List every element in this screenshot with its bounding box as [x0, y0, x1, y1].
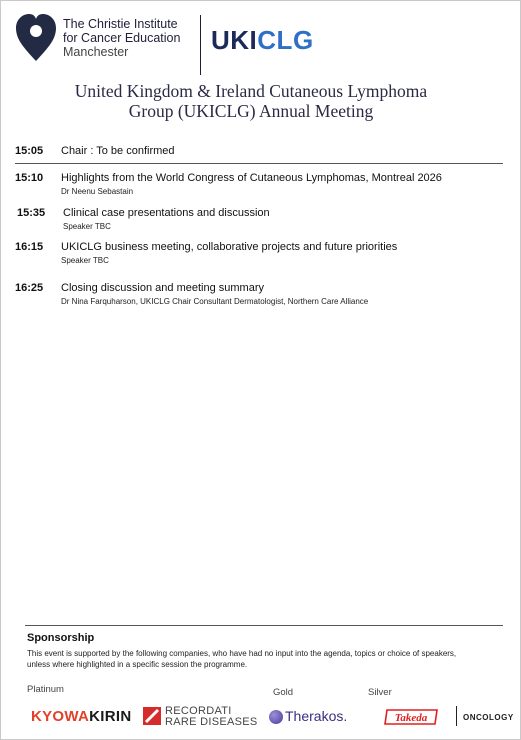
- ukiclg-logo-part2: CLG: [257, 25, 314, 55]
- agenda-time: 15:05: [15, 145, 44, 157]
- agenda-time: 16:25: [15, 282, 44, 294]
- therakos-logo: Therakos.: [285, 708, 348, 724]
- kyowa-logo-part1: KYOWA: [31, 708, 90, 725]
- agenda-title: UKICLG business meeting, collaborative projects and future priorities: [61, 241, 398, 253]
- agenda-title: Closing discussion and meeting summary: [61, 282, 264, 294]
- kyowa-kirin-logo: [31, 708, 132, 725]
- header-divider: [200, 15, 201, 75]
- agenda-title: Highlights from the World Congress of Cutaneous Lymphomas, Montreal 2026: [61, 172, 442, 184]
- takeda-logo: [383, 708, 439, 726]
- recordati-line-2: RARE DISEASES: [165, 716, 258, 728]
- agenda-speaker: Speaker TBC: [63, 222, 111, 231]
- agenda-divider: [15, 163, 503, 164]
- disclaimer-line-2: unless where highlighted in a specific session the programme.: [27, 659, 248, 669]
- ukiclg-logo-part1: UKI: [211, 25, 258, 55]
- takeda-logo-text: Takeda: [394, 712, 428, 724]
- disclaimer-line-1: This event is supported by the following companies, who have had no input into the agenda, topics or choice of speakers,: [27, 649, 457, 658]
- kyowa-logo-part2: KIRIN: [89, 708, 132, 725]
- christie-heart-pin-icon: [15, 13, 57, 63]
- agenda-speaker: Speaker TBC: [61, 256, 109, 265]
- agenda-time: 15:35: [17, 207, 46, 219]
- sponsorship-divider: [25, 625, 503, 626]
- institute-line-2: for Cancer Education: [63, 31, 181, 45]
- tier-silver: Silver: [368, 687, 392, 698]
- sponsorship-disclaimer: [27, 649, 477, 670]
- agenda-title: Chair : To be confirmed: [61, 145, 175, 157]
- ukiclg-logo: [211, 25, 314, 56]
- tier-platinum: Platinum: [27, 684, 64, 695]
- agenda-time: 16:15: [15, 241, 44, 253]
- recordati-logo: [165, 706, 258, 728]
- institute-line-1: The Christie Institute: [63, 17, 178, 31]
- recordati-icon: [143, 707, 161, 725]
- institute-name: [63, 17, 180, 59]
- agenda-speaker: Dr Neenu Sebastain: [61, 187, 134, 196]
- sponsorship-heading: Sponsorship: [27, 632, 95, 644]
- agenda-time: 15:10: [15, 172, 44, 184]
- institute-line-3: Manchester: [63, 45, 129, 59]
- title-line-2: Group (UKICLG) Annual Meeting: [128, 101, 374, 121]
- tier-gold: Gold: [273, 687, 294, 698]
- page-title: [41, 81, 461, 121]
- agenda-title: Clinical case presentations and discussion: [63, 207, 270, 219]
- agenda-speaker: Dr Nina Farquharson, UKICLG Chair Consultant Dermatologist, Northern Care Alliance: [61, 297, 369, 306]
- therakos-icon: [269, 710, 283, 724]
- title-line-1: United Kingdom & Ireland Cutaneous Lymphoma: [74, 81, 428, 101]
- recordati-line-1: RECORDATI: [165, 705, 232, 717]
- oncology-label: ONCOLOGY: [463, 713, 514, 722]
- oncology-divider: [456, 706, 457, 726]
